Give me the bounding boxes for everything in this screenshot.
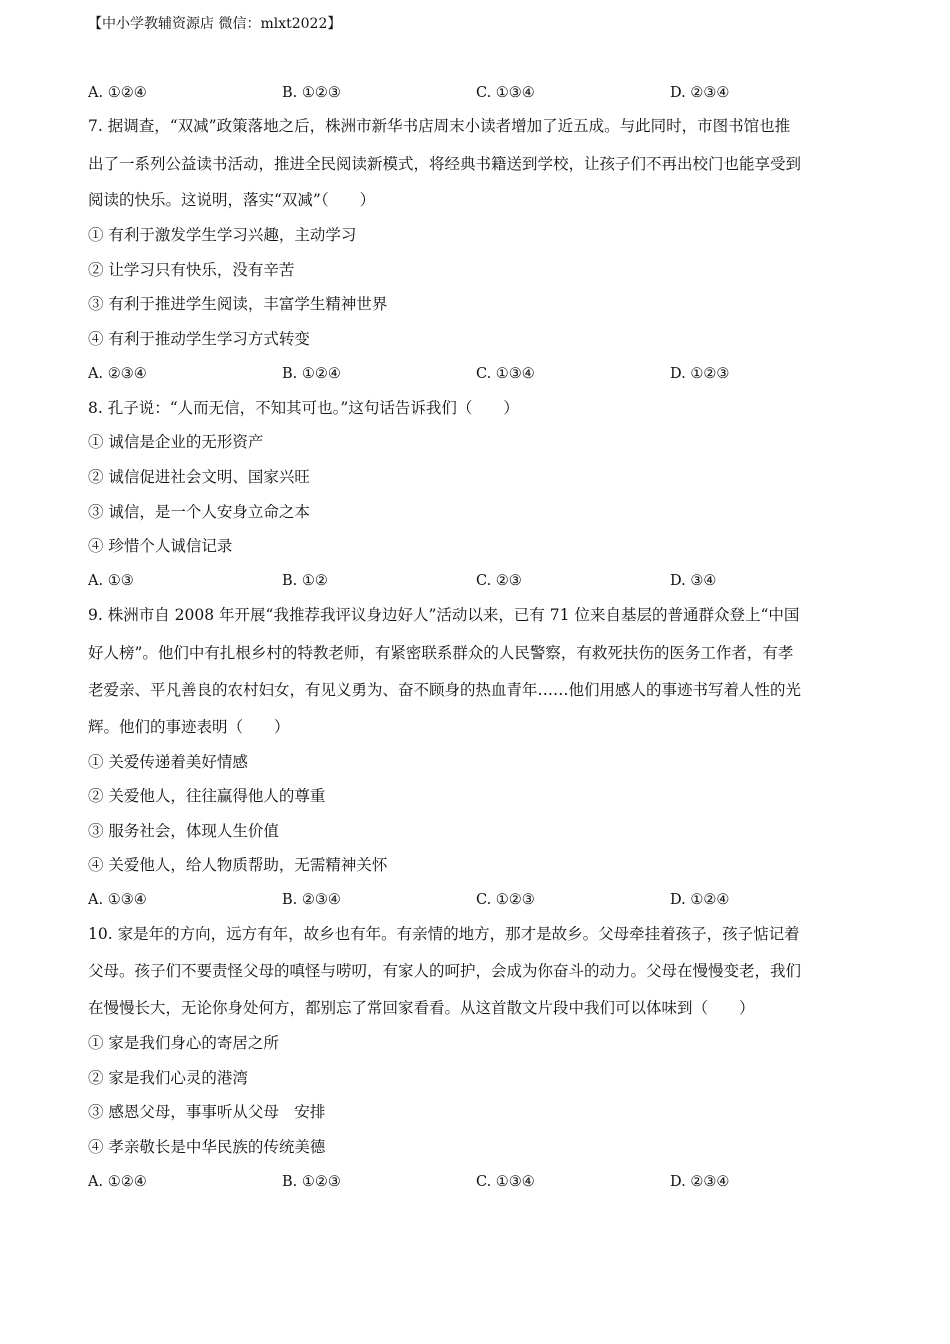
q7-option-b: B. ①②④ (282, 366, 341, 382)
q10-item-2: ② 家是我们心灵的港湾 (88, 1069, 248, 1087)
q10-item-4: ④ 孝亲敬长是中华民族的传统美德 (88, 1138, 326, 1156)
q9-stem-line-2: 好人榜”。他们中有扎根乡村的特教老师，有紧密联系群众的人民警察，有救死扶伤的医务工作者，有孝 (88, 644, 794, 662)
q10-option-b: B. ①②③ (282, 1174, 341, 1190)
q7-item-2: ② 让学习只有快乐，没有辛苦 (88, 261, 295, 279)
q9-options (88, 889, 868, 911)
q7-option-c: C. ①③④ (476, 366, 535, 382)
q9-option-d: D. ①②④ (670, 892, 730, 908)
q10-option-d: D. ②③④ (670, 1174, 730, 1190)
q9-item-3: ③ 服务社会，体现人生价值 (88, 822, 279, 840)
q10-item-1: ① 家是我们身心的寄居之所 (88, 1034, 279, 1052)
q10-item-3: ③ 感恩父母，事事听从父母 安排 (88, 1103, 326, 1121)
q7-option-d: D. ①②③ (670, 366, 730, 382)
q7-option-a: A. ②③④ (88, 366, 147, 382)
q9-stem-line-4: 辉。他们的事迹表明（ ） (88, 718, 290, 736)
q8-option-a: A. ①③ (88, 573, 134, 589)
q8-item-1: ① 诚信是企业的无形资产 (88, 433, 264, 451)
q9-option-c: C. ①②③ (476, 892, 535, 908)
q10-stem-line-3: 在慢慢长大，无论你身处何方，都别忘了常回家看看。从这首散文片段中我们可以体味到（ ） (88, 999, 755, 1017)
q8-option-b: B. ①② (282, 573, 328, 589)
q10-stem-line-2: 父母。孩子们不要责怪父母的嗔怪与唠叨，有家人的呵护，会成为你奋斗的动力。父母在慢慢变老，我们 (88, 962, 802, 980)
q9-stem-line-1: 9. 株洲市自 2008 年开展“我推荐我评议身边好人”活动以来，已有 71 位来自基层的普通群众登上“中国 (88, 606, 800, 624)
q10-options (88, 1171, 868, 1193)
q9-item-4: ④ 关爱他人，给人物质帮助，无需精神关怀 (88, 856, 388, 874)
q10-option-c: C. ①③④ (476, 1174, 535, 1190)
q7-item-3: ③ 有利于推进学生阅读，丰富学生精神世界 (88, 295, 388, 313)
q9-stem-line-3: 老爱亲、平凡善良的农村妇女，有见义勇为、奋不顾身的热血青年……他们用感人的事迹书写着人性的光 (88, 681, 802, 699)
q8-item-3: ③ 诚信，是一个人安身立命之本 (88, 503, 310, 521)
q6-option-a: A. ①②④ (88, 85, 147, 101)
q10-stem-line-1: 10. 家是年的方向，远方有年，故乡也有年。有亲情的地方，那才是故乡。父母牵挂着孩子，孩子惦记着 (88, 925, 800, 943)
q7-stem-line-1: 7. 据调查，“双减”政策落地之后，株洲市新华书店周末小读者增加了近五成。与此同时，市图书馆也推 (88, 117, 791, 135)
q9-item-2: ② 关爱他人，往往赢得他人的尊重 (88, 787, 326, 805)
page-header: 【中小学教辅资源店 微信：mlxt2022】 (88, 16, 342, 32)
q8-stem-line-1: 8. 孔子说：“人而无信，不知其可也。”这句话告诉我们（ ） (88, 399, 519, 417)
q6-option-c: C. ①③④ (476, 85, 535, 101)
q7-stem-line-3: 阅读的快乐。这说明，落实“双减”（ ） (88, 191, 376, 209)
q8-option-c: C. ②③ (476, 573, 522, 589)
q7-stem-line-2: 出了一系列公益读书活动，推进全民阅读新模式，将经典书籍送到学校，让孩子们不再出校门也能享受到 (88, 155, 802, 173)
q6-option-b: B. ①②③ (282, 85, 341, 101)
q8-item-4: ④ 珍惜个人诚信记录 (88, 537, 233, 555)
q10-option-a: A. ①②④ (88, 1174, 147, 1190)
q9-option-a: A. ①③④ (88, 892, 147, 908)
q7-item-4: ④ 有利于推动学生学习方式转变 (88, 330, 310, 348)
q8-options (88, 570, 868, 592)
q6-option-d: D. ②③④ (670, 85, 730, 101)
q8-item-2: ② 诚信促进社会文明、国家兴旺 (88, 468, 310, 486)
q9-option-b: B. ②③④ (282, 892, 341, 908)
q7-item-1: ① 有利于激发学生学习兴趣，主动学习 (88, 226, 357, 244)
q8-option-d: D. ③④ (670, 573, 717, 589)
q6-options (88, 82, 868, 104)
q7-options (88, 363, 868, 385)
q9-item-1: ① 关爱传递着美好情感 (88, 753, 248, 771)
